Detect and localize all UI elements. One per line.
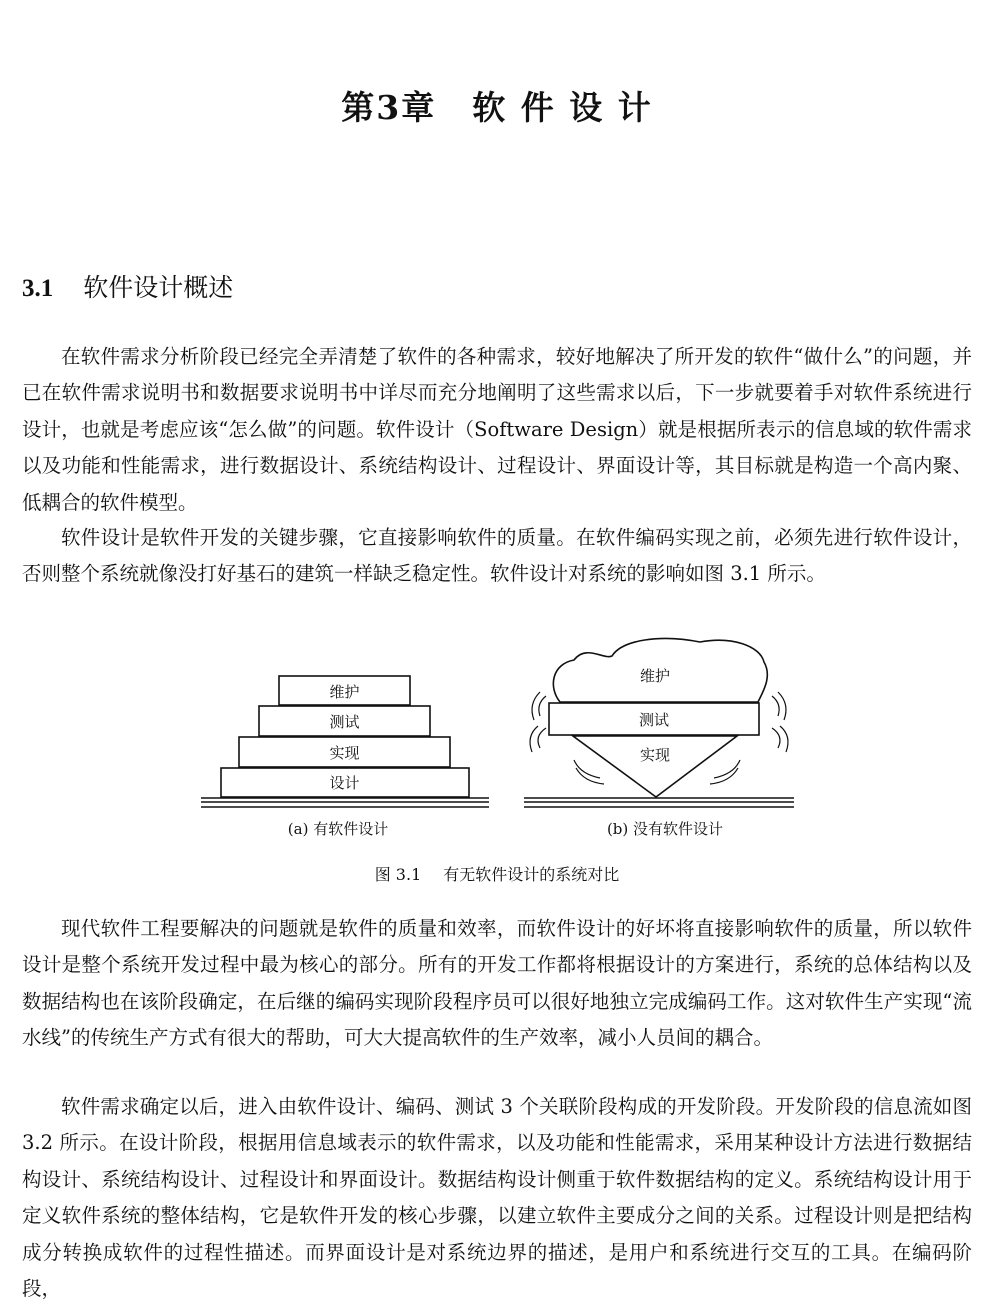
shake-marks — [530, 692, 788, 784]
label-maintain: 维护 — [329, 683, 360, 701]
chapter-number: 第3章 — [341, 88, 437, 127]
paragraph-4: 软件需求确定以后，进入由软件设计、编码、测试 3 个关联阶段构成的开发阶段。开发阶段的信息流如图 3.2 所示。在设计阶段，根据用信息域表示的软件需求，以及功能和性能需求，采用某种设计方法进行数据结构设计、系统结构设计、过程设计和界面设计。数据结构设计侧重于软件数据结构的定义。系统结构设计用于定义软件系统的整体结构，它是软件开发的核心步骤，以建立软件主要成分之间的关系。过程设计则是把结构成分转换成软件的过程性描述。而界面设计是对系统边界的描述，是用户和系统进行交互的工具。在编码阶段， — [22, 1095, 972, 1301]
figure-3-1 — [0, 632, 994, 892]
figure-caption-number: 图 3.1 — [374, 865, 422, 884]
section-heading — [22, 268, 233, 304]
label-bar-test: 测试 — [638, 711, 670, 729]
chapter-name: 软 件 设 计 — [472, 88, 653, 127]
subcaption-a: (a) 有软件设计 — [287, 820, 389, 838]
label-impl: 实现 — [329, 744, 360, 762]
section-number: 3.1 — [22, 275, 54, 302]
chapter-title — [0, 82, 994, 129]
label-triangle-impl: 实现 — [639, 746, 671, 764]
paragraph-3: 现代软件工程要解决的问题就是软件的质量和效率，而软件设计的好坏将直接影响软件的质量，所以软件设计是整个系统开发过程中最为核心的部分。所有的开发工作都将根据设计的方案进行，系统的总体结构以及数据结构也在该阶段确定，在后继的编码实现阶段程序员可以很好地独立完成编码工作。这对软件生产实现“流水线”的传统生产方式有很大的帮助，可大大提高软件的生产效率，减小人员间的耦合。 — [22, 917, 972, 1050]
figure-diagram — [0, 632, 994, 862]
figure-caption — [0, 862, 994, 885]
section-title: 软件设计概述 — [83, 273, 234, 302]
paragraph-1: 在软件需求分析阶段已经完全弄清楚了软件的各种需求，较好地解决了所开发的软件“做什么”的问题，并已在软件需求说明书和数据要求说明书中详尽而充分地阐明了这些需求以后，下一步就要着手对软件系统进行设计，也就是考虑应该“怎么做”的问题。软件设计（Software Design）就是根据所表示的信息域的软件需求以及功能和性能需求，进行数据设计、系统结构设计、过程设计、界面设计等，其目标就是构造一个高内聚、低耦合的软件模型。 — [22, 345, 972, 514]
label-design: 设计 — [329, 774, 360, 792]
label-test: 测试 — [329, 713, 360, 731]
label-cloud-maintain: 维护 — [639, 667, 671, 685]
figure-caption-text: 有无软件设计的系统对比 — [443, 865, 620, 884]
subcaption-b: (b) 没有软件设计 — [606, 820, 724, 838]
paragraph-2: 软件设计是软件开发的关键步骤，它直接影响软件的质量。在软件编码实现之前，必须先进行软件设计，否则整个系统就像没打好基石的建筑一样缺乏稳定性。软件设计对系统的影响如图 3.1 所示。 — [22, 526, 972, 586]
